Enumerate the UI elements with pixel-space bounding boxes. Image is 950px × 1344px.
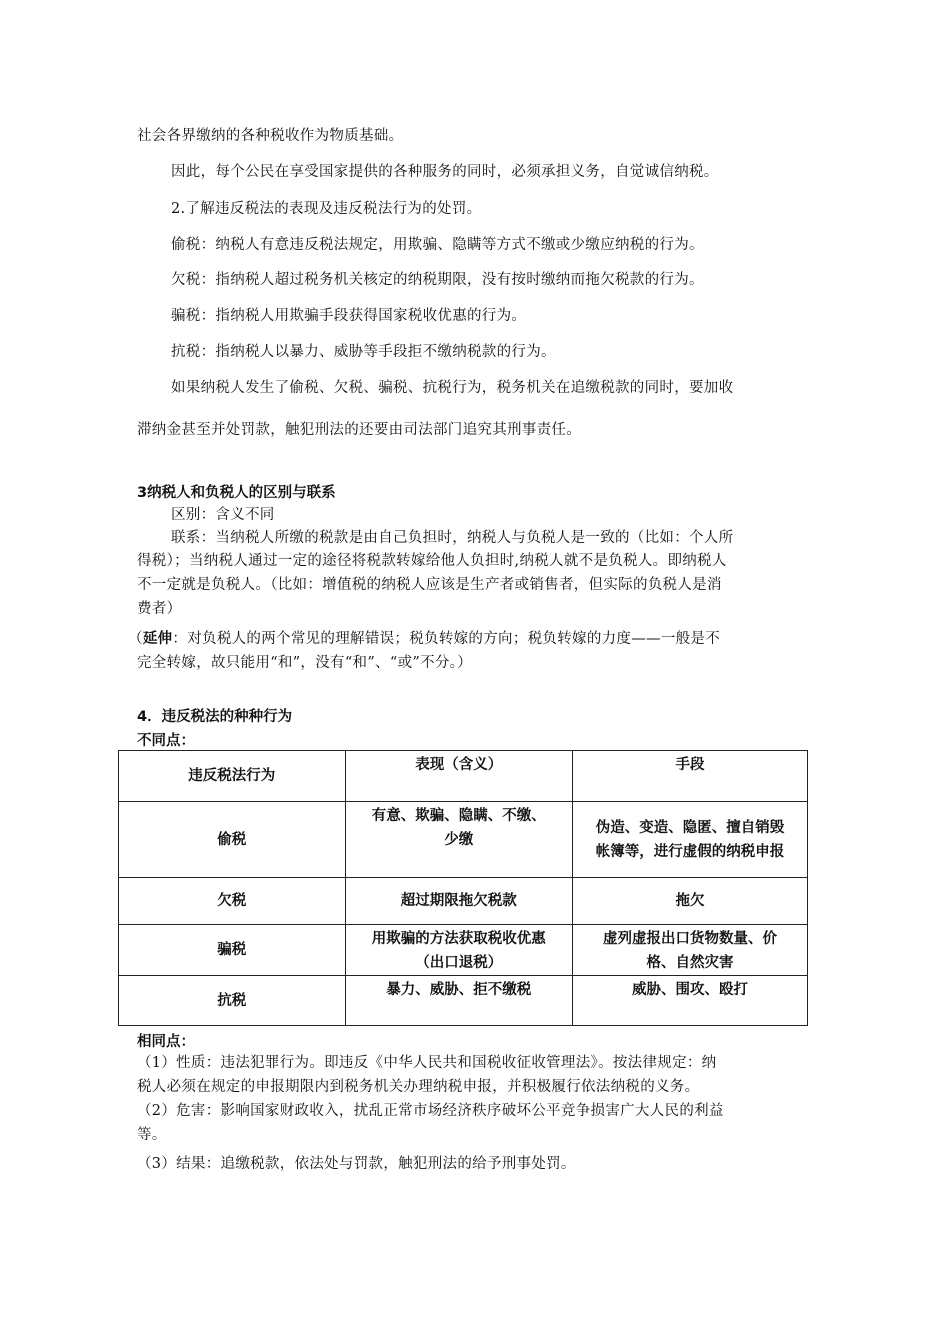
same-label: 相同点：	[137, 1034, 195, 1050]
cell-line: 少缴	[444, 832, 474, 848]
table-cell: 拖欠	[573, 878, 808, 925]
cell-line: 虚列虚报出口货物数量、价	[603, 931, 777, 947]
cell-line: 帐簿等，进行虚假的纳税申报	[595, 843, 785, 860]
table-cell: 暴力、威胁、拒不缴税	[345, 976, 572, 1026]
table-header-cell: 手段	[573, 751, 808, 802]
text-line: 滞纳金甚至并处罚款，触犯刑法的还要由司法部门追究其刑事责任。	[137, 422, 581, 438]
table-row	[119, 878, 808, 925]
text-span: ：对负税人的两个常见的理解错误；税负转嫁的方向；税负转嫁的力度——一般是不	[172, 631, 721, 647]
text-line: 得税）；当纳税人通过一定的途径将税款转嫁给他人负担时,纳税人就不是负税人。即纳税人	[137, 553, 727, 569]
cell-line: 格、自然灾害	[646, 955, 734, 971]
text-line: 偷税：纳税人有意违反税法规定，用欺骗、隐瞒等方式不缴或少缴应纳税的行为。	[171, 237, 704, 253]
text-line: 完全转嫁，故只能用“和”，没有“和”、“或”不分。）	[137, 655, 473, 671]
table-cell: 超过期限拖欠税款	[345, 878, 572, 925]
text-line: 联系：当纳税人所缴的税款是由自己负担时，纳税人与负税人是一致的（比如：个人所	[171, 530, 734, 546]
table-cell	[345, 802, 572, 878]
text-line: 因此，每个公民在享受国家提供的各种服务的同时，必须承担义务，自觉诚信纳税。	[171, 164, 719, 180]
text-line: 抗税：指纳税人以暴力、威胁等手段拒不缴纳税款的行为。	[171, 344, 556, 360]
text-line: 社会各界缴纳的各种税收作为物质基础。	[137, 128, 404, 144]
table-header-cell: 违反税法行为	[119, 751, 346, 802]
text-line: 税人必须在规定的申报期限内到税务机关办理纳税申报，并积极履行依法纳税的义务。	[137, 1079, 700, 1095]
table-row	[119, 925, 808, 976]
text-line: 不一定就是负税人。（比如：增值税的纳税人应该是生产者或销售者，但实际的负税人是消	[137, 577, 722, 593]
text-line: （2）危害：影响国家财政收入，扰乱正常市场经济秩序破坏公平竞争损害广大人民的利益	[137, 1103, 724, 1119]
text-line: 2.了解违反税法的表现及违反税法行为的处罚。	[171, 201, 482, 217]
text-line: 欠税：指纳税人超过税务机关核定的纳税期限，没有按时缴纳而拖欠税款的行为。	[171, 272, 704, 288]
violations-table	[118, 750, 808, 1026]
text-line: 区别：含义不同	[171, 507, 275, 523]
extension-label: 延伸	[142, 631, 173, 647]
table-row	[119, 976, 808, 1026]
extension-note	[128, 629, 720, 649]
table-cell	[573, 925, 808, 976]
text-line: （1）性质：违法犯罪行为。即违反《中华人民共和国税收征收管理法》。按法律规定：纳	[137, 1055, 717, 1071]
table-header-cell: 表现（含义）	[345, 751, 572, 802]
table-cell: 欠税	[119, 878, 346, 925]
table-cell: 偷税	[119, 802, 346, 878]
diff-label: 不同点：	[137, 733, 195, 749]
section-heading: 4．违反税法的种种行为	[137, 709, 293, 725]
text-line: 费者）	[137, 601, 182, 617]
cell-line: 用欺骗的方法获取税收优惠	[371, 931, 546, 947]
text-span: （	[128, 631, 143, 647]
table-row	[119, 802, 808, 878]
table-cell	[345, 925, 572, 976]
table-cell: 抗税	[119, 976, 346, 1026]
section-heading: 3纳税人和负税人的区别与联系	[137, 485, 336, 501]
text-line: 如果纳税人发生了偷税、欠税、骗税、抗税行为，税务机关在追缴税款的同时，要加收	[171, 380, 734, 396]
text-line: 骗税：指纳税人用欺骗手段获得国家税收优惠的行为。	[171, 308, 527, 324]
text-line: 等。	[137, 1127, 167, 1143]
table-cell	[573, 802, 808, 878]
cell-line: （出口退税）	[415, 955, 503, 971]
table-header-row	[119, 751, 808, 802]
table-cell: 骗税	[119, 925, 346, 976]
cell-line: 伪造、变造、隐匿、擅自销毁	[595, 819, 785, 836]
text-line: （3）结果：追缴税款，依法处与罚款，触犯刑法的给予刑事处罚。	[137, 1156, 576, 1172]
table-cell: 威胁、围攻、殴打	[573, 976, 808, 1026]
cell-line: 有意、欺骗、隐瞒、不缴、	[371, 808, 546, 824]
